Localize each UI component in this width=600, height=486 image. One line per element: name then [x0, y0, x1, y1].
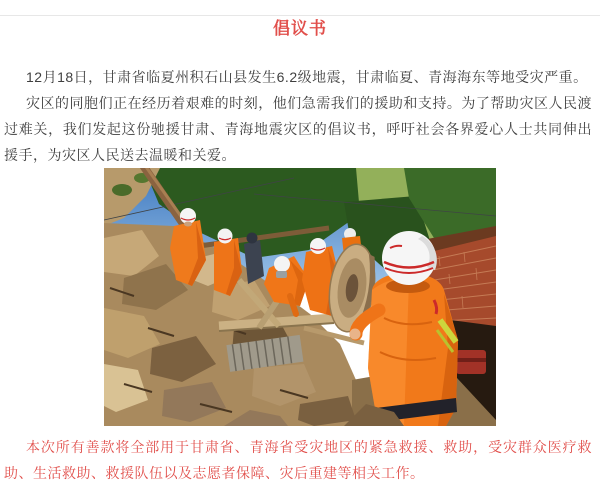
earthquake-rescue-photo	[104, 168, 496, 426]
photo-container	[0, 168, 600, 426]
top-divider	[0, 15, 600, 16]
page-title: 倡议书	[273, 19, 327, 38]
paragraph-donation-usage: 本次所有善款将全部用于甘肃省、青海省受灾地区的紧急救援、救助，受灾群众医疗救助、生活救助、救援队伍以及志愿者保障、灾后重建等相关工作。	[4, 439, 592, 481]
article-footer	[0, 434, 600, 486]
paragraph-earthquake-news: 12月18日，甘肃省临夏州积石山县发生6.2级地震，甘肃临夏、青海海东等地受灾严重。	[26, 69, 588, 85]
paragraph-appeal: 灾区的同胞们正在经历着艰难的时刻，他们急需我们的援助和支持。为了帮助灾区人民渡过难关，我们发起这份驰援甘肃、青海地震灾区的倡议书，呼吁社会各界爱心人士共同伸出援手，为灾区人民送去温暖和关爱。	[4, 95, 592, 163]
article-page	[0, 12, 600, 481]
article-body	[0, 64, 600, 168]
